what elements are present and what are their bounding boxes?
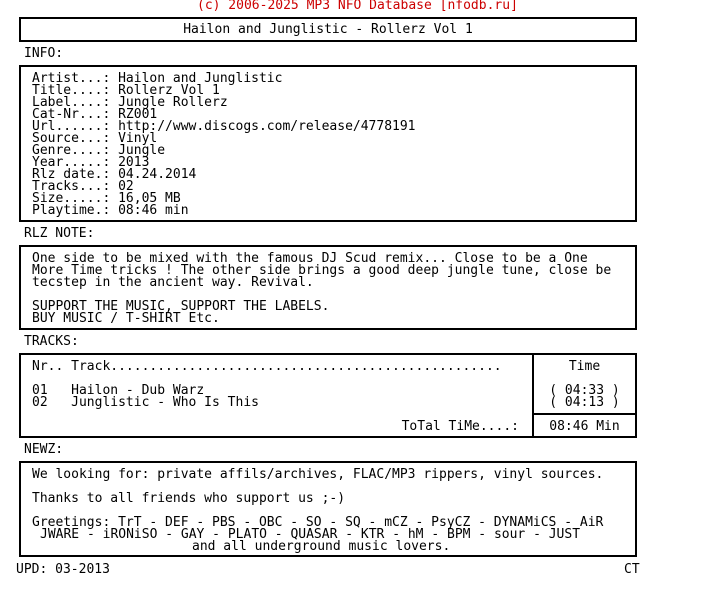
rlz-note-line: tecstep in the ancient way. Revival. [32, 275, 314, 290]
copyright-line: (c) 2006-2025 MP3 NFO Database [nfodb.ru] [197, 0, 518, 13]
updated-date: UPD: 03-2013 [16, 562, 110, 577]
total-time-label: ToTal TiMe....: [401, 419, 519, 434]
info-tracks: Tracks...: 02 [32, 179, 134, 194]
tracks-time-total-divider [532, 413, 635, 415]
track-row-left: 01 Hailon - Dub Warz [32, 383, 205, 398]
footer-tag: CT [624, 562, 640, 577]
info-label: Label....: Jungle Rollerz [32, 95, 228, 110]
section-label-newz: NEWZ: [24, 442, 64, 457]
tracks-header-left: Nr.. Track.................................................. [32, 359, 502, 374]
info-title: Title....: Rollerz Vol 1 [32, 83, 220, 98]
track-row-time: ( 04:13 ) [549, 395, 620, 410]
total-time-value: 08:46 Min [549, 419, 620, 434]
info-artist: Artist...: Hailon and Junglistic [32, 71, 283, 86]
release-title: Hailon and Junglistic - Rollerz Vol 1 [183, 22, 473, 37]
info-genre: Genre....: Jungle [32, 143, 166, 158]
info-rlz-date: Rlz date.: 04.24.2014 [32, 167, 197, 182]
release-title-box [19, 17, 637, 42]
rlz-note-line: SUPPORT THE MUSIC, SUPPORT THE LABELS. [32, 299, 330, 314]
info-source: Source...: Vinyl [32, 131, 158, 146]
info-playtime: Playtime.: 08:46 min [32, 203, 189, 218]
newz-greetings-line: and all underground music lovers. [192, 539, 451, 554]
newz-greetings-line: Greetings: TrT - DEF - PBS - OBC - SO - SQ - mCZ - PsyCZ - DYNAMiCS - AiR [32, 515, 604, 530]
newz-line: We looking for: private affils/archives, FLAC/MP3 rippers, vinyl sources. [32, 467, 604, 482]
info-size: Size.....: 16,05 MB [32, 191, 181, 206]
rlz-note-line: BUY MUSIC / T-SHIRT Etc. [32, 311, 220, 326]
rlz-note-box [19, 245, 637, 330]
tracks-box [19, 353, 637, 438]
rlz-note-line: One side to be mixed with the famous DJ Scud remix... Close to be a One [32, 251, 588, 266]
section-label-info: INFO: [24, 46, 64, 61]
info-year: Year.....: 2013 [32, 155, 150, 170]
info-url: Url......: http://www.discogs.com/release/4778191 [32, 119, 416, 134]
newz-line: Thanks to all friends who support us ;-) [32, 491, 346, 506]
newz-box [19, 461, 637, 557]
tracks-header-time: Time [568, 359, 601, 374]
track-row-left: 02 Junglistic - Who Is This [32, 395, 259, 410]
track-row-time: ( 04:33 ) [549, 383, 620, 398]
newz-greetings-line: JWARE - iRONiSO - GAY - PLATO - QUASAR - KTR - hM - BPM - sour - JUST [40, 527, 581, 542]
section-label-tracks: TRACKS: [24, 334, 79, 349]
rlz-note-line: More Time tricks ! The other side brings a good deep jungle tune, close be [32, 263, 612, 278]
info-catnr: Cat-Nr...: RZ001 [32, 107, 158, 122]
info-box [19, 65, 637, 222]
section-label-rlz-note: RLZ NOTE: [24, 226, 95, 241]
